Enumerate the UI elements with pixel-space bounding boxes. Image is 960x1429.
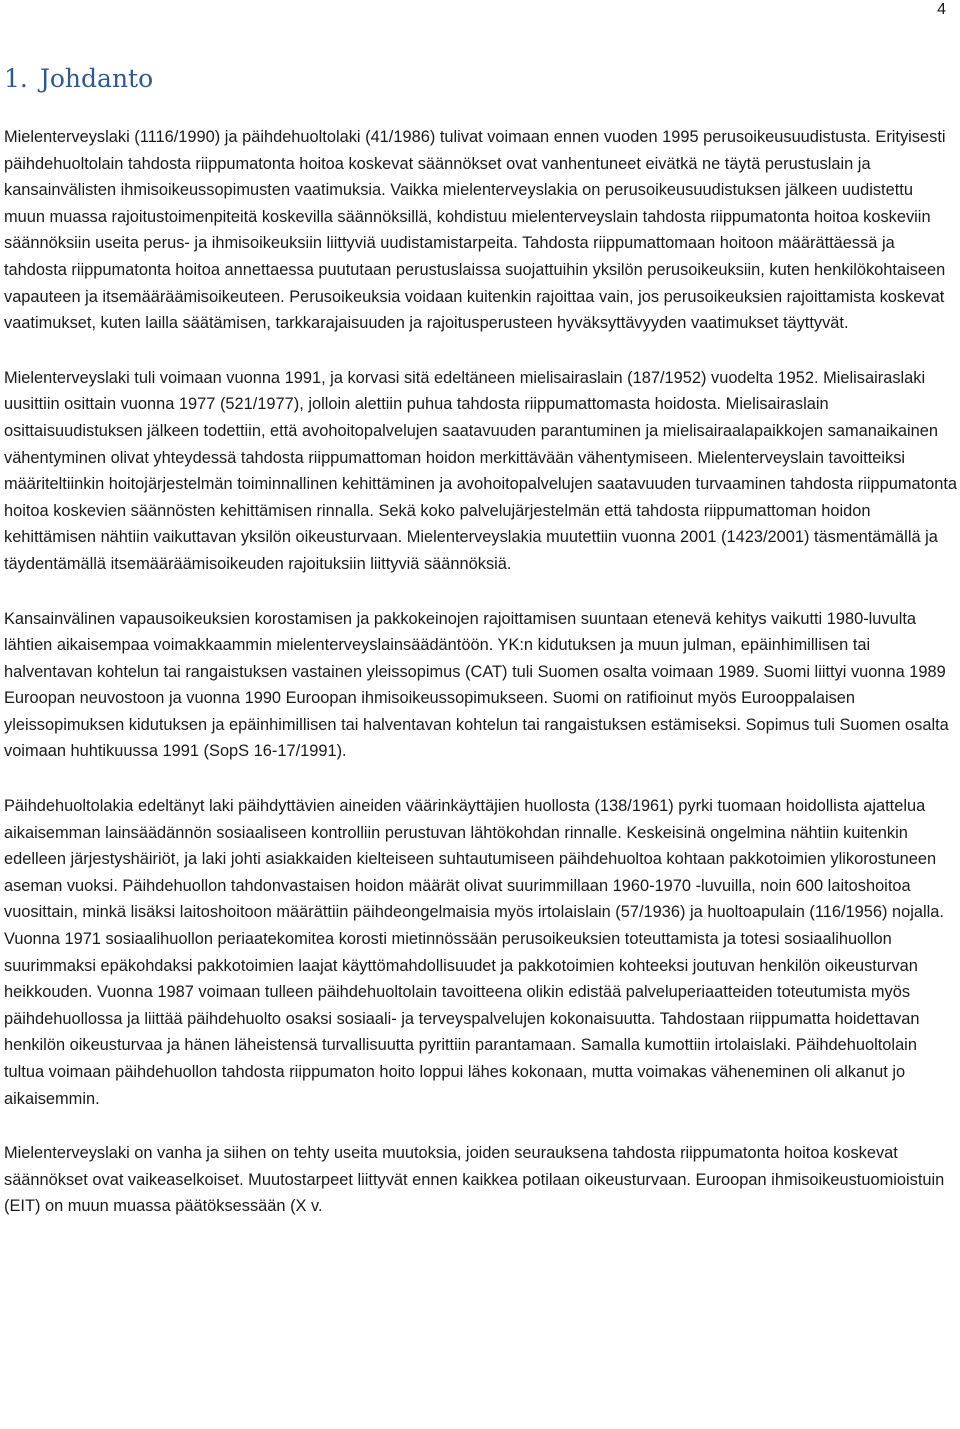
paragraph-5: Mielenterveyslaki on vanha ja siihen on tehty useita muutoksia, joiden seurauksena tahdosta riippumatonta hoitoa koskevat säännökset ovat vaikeaselkoiset. Muutostarpeet liittyvät ennen kaikkea potilaan oikeusturvaan. Euroopan ihmisoikeustuomioistuin (EIT) on muun muassa päätöksessään (X v. <box>4 1144 945 1216</box>
paragraph-1: Mielenterveyslaki (1116/1990) ja päihdehuoltolaki (41/1986) tulivat voimaan ennen vuoden 1995 perusoikeusuudistusta. Erityisesti päihdehuoltolain tahdosta riippumatonta hoitoa koskevat säännökset ovat vanhentuneet eivätkä ne täytä perustuslain ja kansainvälisten ihmisoikeussopimusten vaatimuksia. Vaikka mielenterveyslakia on perusoikeusuudistuksen jälkeen uudistettu muun muassa rajoitustoimenpiteitä koskevilla säännöksillä, kohdistuu mielenterveyslain tahdosta riippumatonta hoitoa koskeviin säännöksiin useita perus- ja ihmisoikeuksiin liittyviä uudistamistarpeita. Tahdosta riippumattomaan hoitoon määrättäessä ja tahdosta riippumatonta hoitoa annettaessa puututaan perustuslaissa suojattuihin yksilön perusoikeuksiin, kuten henkilökohtaiseen vapauteen ja itsemääräämisoikeuteen. Perusoikeuksia voidaan kuitenkin rajoittaa vain, jos perusoikeuksien rajoittamista koskevat vaatimukset, kuten lailla säätämisen, tarkkarajaisuuden ja rajoitusperusteen hyväksyttävyyden vaatimukset täyttyvät. <box>4 128 946 333</box>
section-title: Johdanto <box>39 64 154 93</box>
paragraph-4: Päihdehuoltolakia edeltänyt laki päihdyttävien aineiden väärinkäyttäjien huollosta (138/1961) pyrki tuomaan hoidollista ajattelua aikaisemman lainsäädännön sosiaaliseen kontrolliin perustuvan lähtökohdan rinnalle. Keskeisinä ongelmina nähtiin kuitenkin edelleen järjestyshäiriöt, ja laki johti asiakkaiden kielteiseen suhtautumiseen päihdehuoltoa kohtaan pakkotoimien ylikorostuneen aseman vuoksi. Päihdehuollon tahdonvastaisen hoidon määrät olivat suurimmillaan 1960-1970 -luvuilla, noin 600 laitoshoitoa vuosittain, minkä lisäksi laitoshoitoon määrättiin päihdeongelmaisia myös irtolaislain (57/1936) ja huoltoapulain (116/1956) nojalla. Vuonna 1971 sosiaalihuollon periaatekomitea korosti mietinnössään perusoikeuksien toteuttamista ja totesi sosiaalihuollon suurimmaksi epäkohdaksi pakkotoimien laajat käyttömahdollisuudet ja pakkotoimien kohteeksi joutuvan henkilön oikeusturvan heikkouden. Vuonna 1987 voimaan tulleen päihdehuoltolain tavoitteena olikin edistää palveluperiaatteiden toteutumista myös päihdehuollossa ja liittää päihdehuolto osaksi sosiaali- ja terveyspalvelujen kokonaisuutta. Tahdostaan riippumatta hoidettavan henkilön oikeusturvaa ja hänen läheistensä turvallisuutta pyrittiin parantamaan. Samalla kumottiin irtolaislaki. Päihdehuoltolain tultua voimaan päihdehuollon tahdosta riippumaton hoito loppui lähes kokonaan, mutta voimakas väheneminen oli alkanut jo aikaisemmin. <box>4 797 944 1108</box>
paragraph-3: Kansainvälinen vapausoikeuksien korostamisen ja pakkokeinojen rajoittamisen suuntaan etenevä kehitys vaikutti 1980-luvulta lähtien aikaisempaa voimakkaammin mielenterveyslainsäädäntöön. YK:n kidutuksen ja muun julman, epäinhimillisen tai halventavan kohtelun tai rangaistuksen vastainen yleissopimus (CAT) tuli Suomen osalta voimaan 1989. Suomi liittyi vuonna 1989 Euroopan neuvostoon ja vuonna 1990 Euroopan ihmisoikeussopimukseen. Suomi on ratifioinut myös Eurooppalaisen yleissopimuksen kidutuksen ja epäinhimillisen tai halventavan kohtelun tai rangaistuksen estämiseksi. Sopimus tuli Suomen osalta voimaan huhtikuussa 1991 (SopS 16-17/1991). <box>4 609 949 761</box>
section-heading <box>4 62 153 96</box>
section-number: 1. <box>4 64 28 93</box>
body-text <box>4 124 958 1248</box>
page-number: 4 <box>937 1 946 18</box>
paragraph-2: Mielenterveyslaki tuli voimaan vuonna 1991, ja korvasi sitä edeltäneen mielisairaslain (187/1952) vuodelta 1952. Mielisairaslaki uusittiin osittain vuonna 1977 (521/1977), jolloin alettiin puhua tahdosta riippumattomasta hoidosta. Mielisairaslain osittaisuudistuksen jälkeen todettiin, että avohoitopalvelujen saatavuuden parantuminen ja mielisairaalapaikkojen samanaikainen vähentyminen olivat yhteydessä tahdosta riippumattoman hoidon merkittävään vähentymiseen. Mielenterveyslain tavoitteiksi määriteltiinkin hoitojärjestelmän toiminnallinen kehittäminen ja avohoitopalvelujen saatavuuden turvaaminen tahdosta riippumatonta hoitoa koskevien säännösten kehittämisen rinnalla. Sekä koko palvelujärjestelmän että tahdosta riippumattoman hoidon kehittämisen nähtiin vaikuttavan yksilön oikeusturvaan. Mielenterveyslakia muutettiin vuonna 2001 (1423/2001) täsmentämällä ja täydentämällä itsemääräämisoikeuden rajoituksiin liittyviä säännöksiä. <box>4 368 958 573</box>
